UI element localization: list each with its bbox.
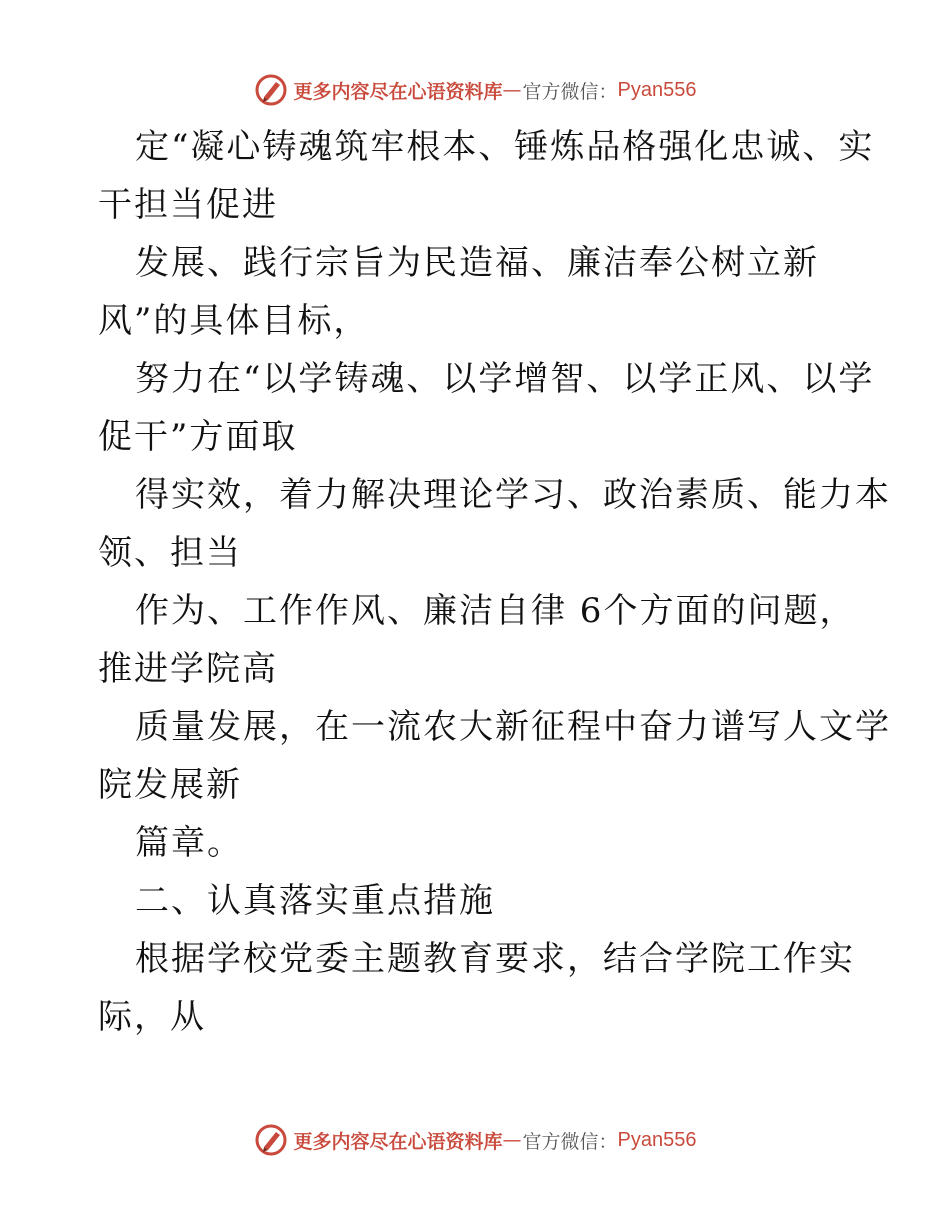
section-heading: 二、认真落实重点措施 — [135, 881, 495, 921]
body-line: 际，从 — [98, 997, 206, 1037]
body-line: 领、担当 — [98, 533, 242, 573]
body-line: 干担当促进 — [98, 185, 278, 225]
banner-lead-text: 更多内容尽在心语资料库 — [293, 80, 503, 103]
body-line: 推进学院高 — [98, 649, 278, 689]
body-line: 努力在“以学铸魂、以学增智、以学正风、以学 — [135, 359, 875, 399]
footer-watermark-banner — [0, 1120, 950, 1160]
banner-dash: — — [502, 1129, 521, 1151]
banner-lead-text: 更多内容尽在心语资料库 — [293, 1130, 503, 1153]
body-line: 风”的具体目标， — [98, 301, 370, 341]
body-line: 质量发展，在一流农大新征程中奋力谱写人文学 — [135, 707, 891, 747]
banner-wechat-id: Pyan556 — [617, 78, 697, 101]
header-watermark-banner — [0, 70, 950, 110]
body-line: 促干”方面取 — [98, 417, 298, 457]
banner-dash: — — [502, 79, 521, 101]
body-line: 发展、践行宗旨为民造福、廉洁奉公树立新 — [135, 243, 819, 283]
pen-logo-icon — [254, 73, 288, 107]
body-line: 作为、工作作风、廉洁自律 6个方面的问题， — [135, 591, 856, 631]
body-line: 定“凝心铸魂筑牢根本、锤炼品格强化忠诚、实 — [135, 127, 875, 167]
body-line: 得实效，着力解决理论学习、政治素质、能力本 — [135, 475, 891, 515]
document-body — [98, 118, 898, 1046]
banner-wechat-id: Pyan556 — [617, 1128, 697, 1151]
banner-official-label: 官方微信： — [522, 1130, 618, 1153]
body-line: 根据学校党委主题教育要求，结合学院工作实 — [135, 939, 855, 979]
body-line: 院发展新 — [98, 765, 242, 805]
body-line: 篇章。 — [135, 823, 243, 863]
pen-logo-icon — [254, 1123, 288, 1157]
banner-official-label: 官方微信： — [522, 80, 618, 103]
